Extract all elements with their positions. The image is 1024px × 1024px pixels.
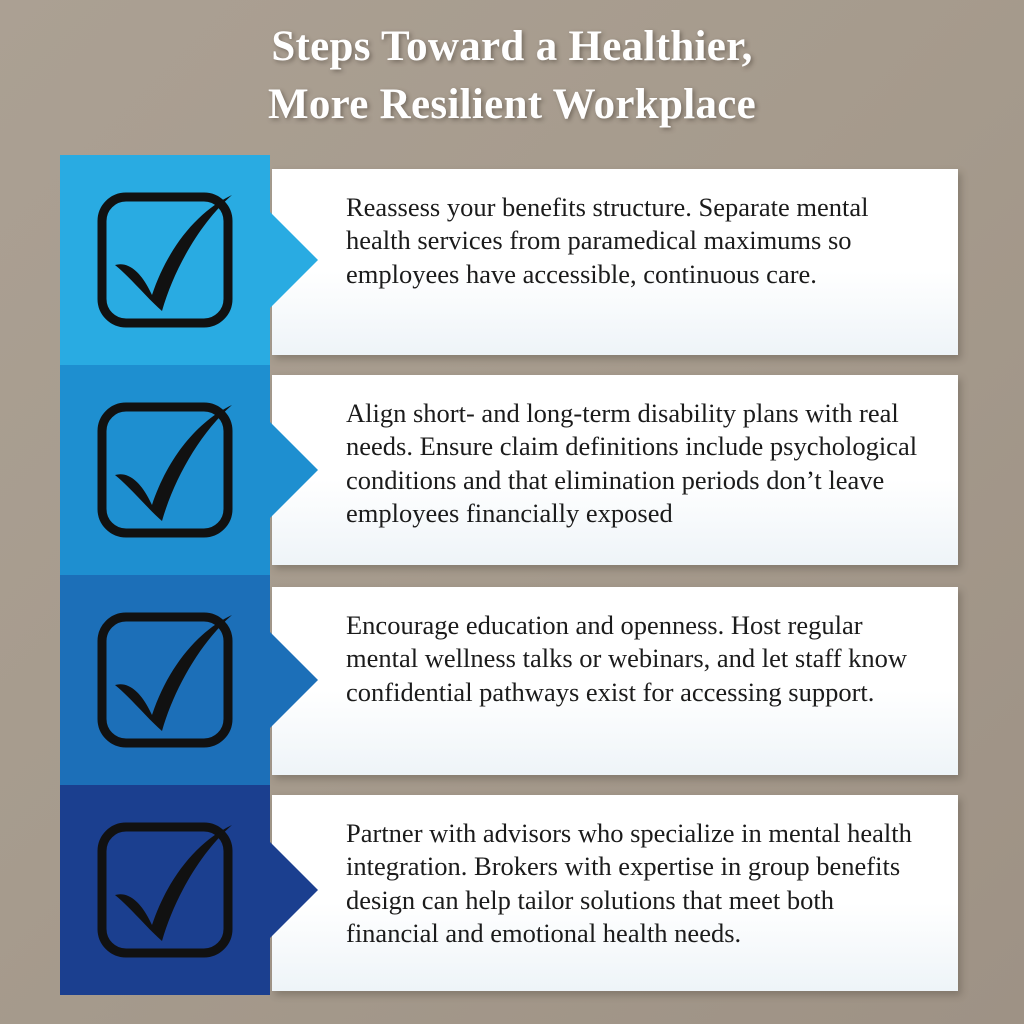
checkbox-check-icon — [82, 177, 248, 343]
steps-list — [0, 155, 1024, 995]
checkbox-check-icon — [82, 387, 248, 553]
checkbox-check-icon — [82, 597, 248, 763]
step-icon-tile-4 — [60, 785, 270, 995]
step-text-3: Encourage education and openness. Host regular mental wellness talks or webinars, and let staff know confidential pathways exist for accessing support. — [346, 610, 908, 707]
callout-arrow-3 — [270, 632, 318, 728]
list-item — [0, 785, 1024, 995]
list-item — [0, 365, 1024, 575]
step-card-4 — [272, 795, 958, 991]
step-card-2 — [272, 375, 958, 565]
callout-arrow-4 — [270, 842, 318, 938]
list-item — [0, 155, 1024, 365]
title-line-2: More Resilient Workplace — [267, 81, 757, 129]
step-card-3 — [272, 587, 958, 775]
page-title — [0, 18, 1024, 134]
checkbox-check-icon — [82, 807, 248, 973]
callout-arrow-2 — [270, 422, 318, 518]
step-card-1 — [272, 169, 958, 355]
step-text-1: Reassess your benefits structure. Separate mental health services from paramedical maximums so employees have accessible, continuous care. — [346, 192, 869, 289]
title-line-1: Steps Toward a Healthier, — [271, 23, 753, 70]
step-icon-tile-3 — [60, 575, 270, 785]
callout-arrow-1 — [270, 212, 318, 308]
step-icon-tile-2 — [60, 365, 270, 575]
step-text-2: Align short- and long-term disability plans with real needs. Ensure claim definitions include psychological conditions and that elimination periods don’t leave employees financially exposed — [346, 398, 918, 529]
list-item — [0, 575, 1024, 785]
step-text-4: Partner with advisors who specialize in mental health integration. Brokers with expertise in group benefits design can help tailor solutions that meet both financial and emotional health needs. — [346, 818, 912, 949]
step-icon-tile-1 — [60, 155, 270, 365]
